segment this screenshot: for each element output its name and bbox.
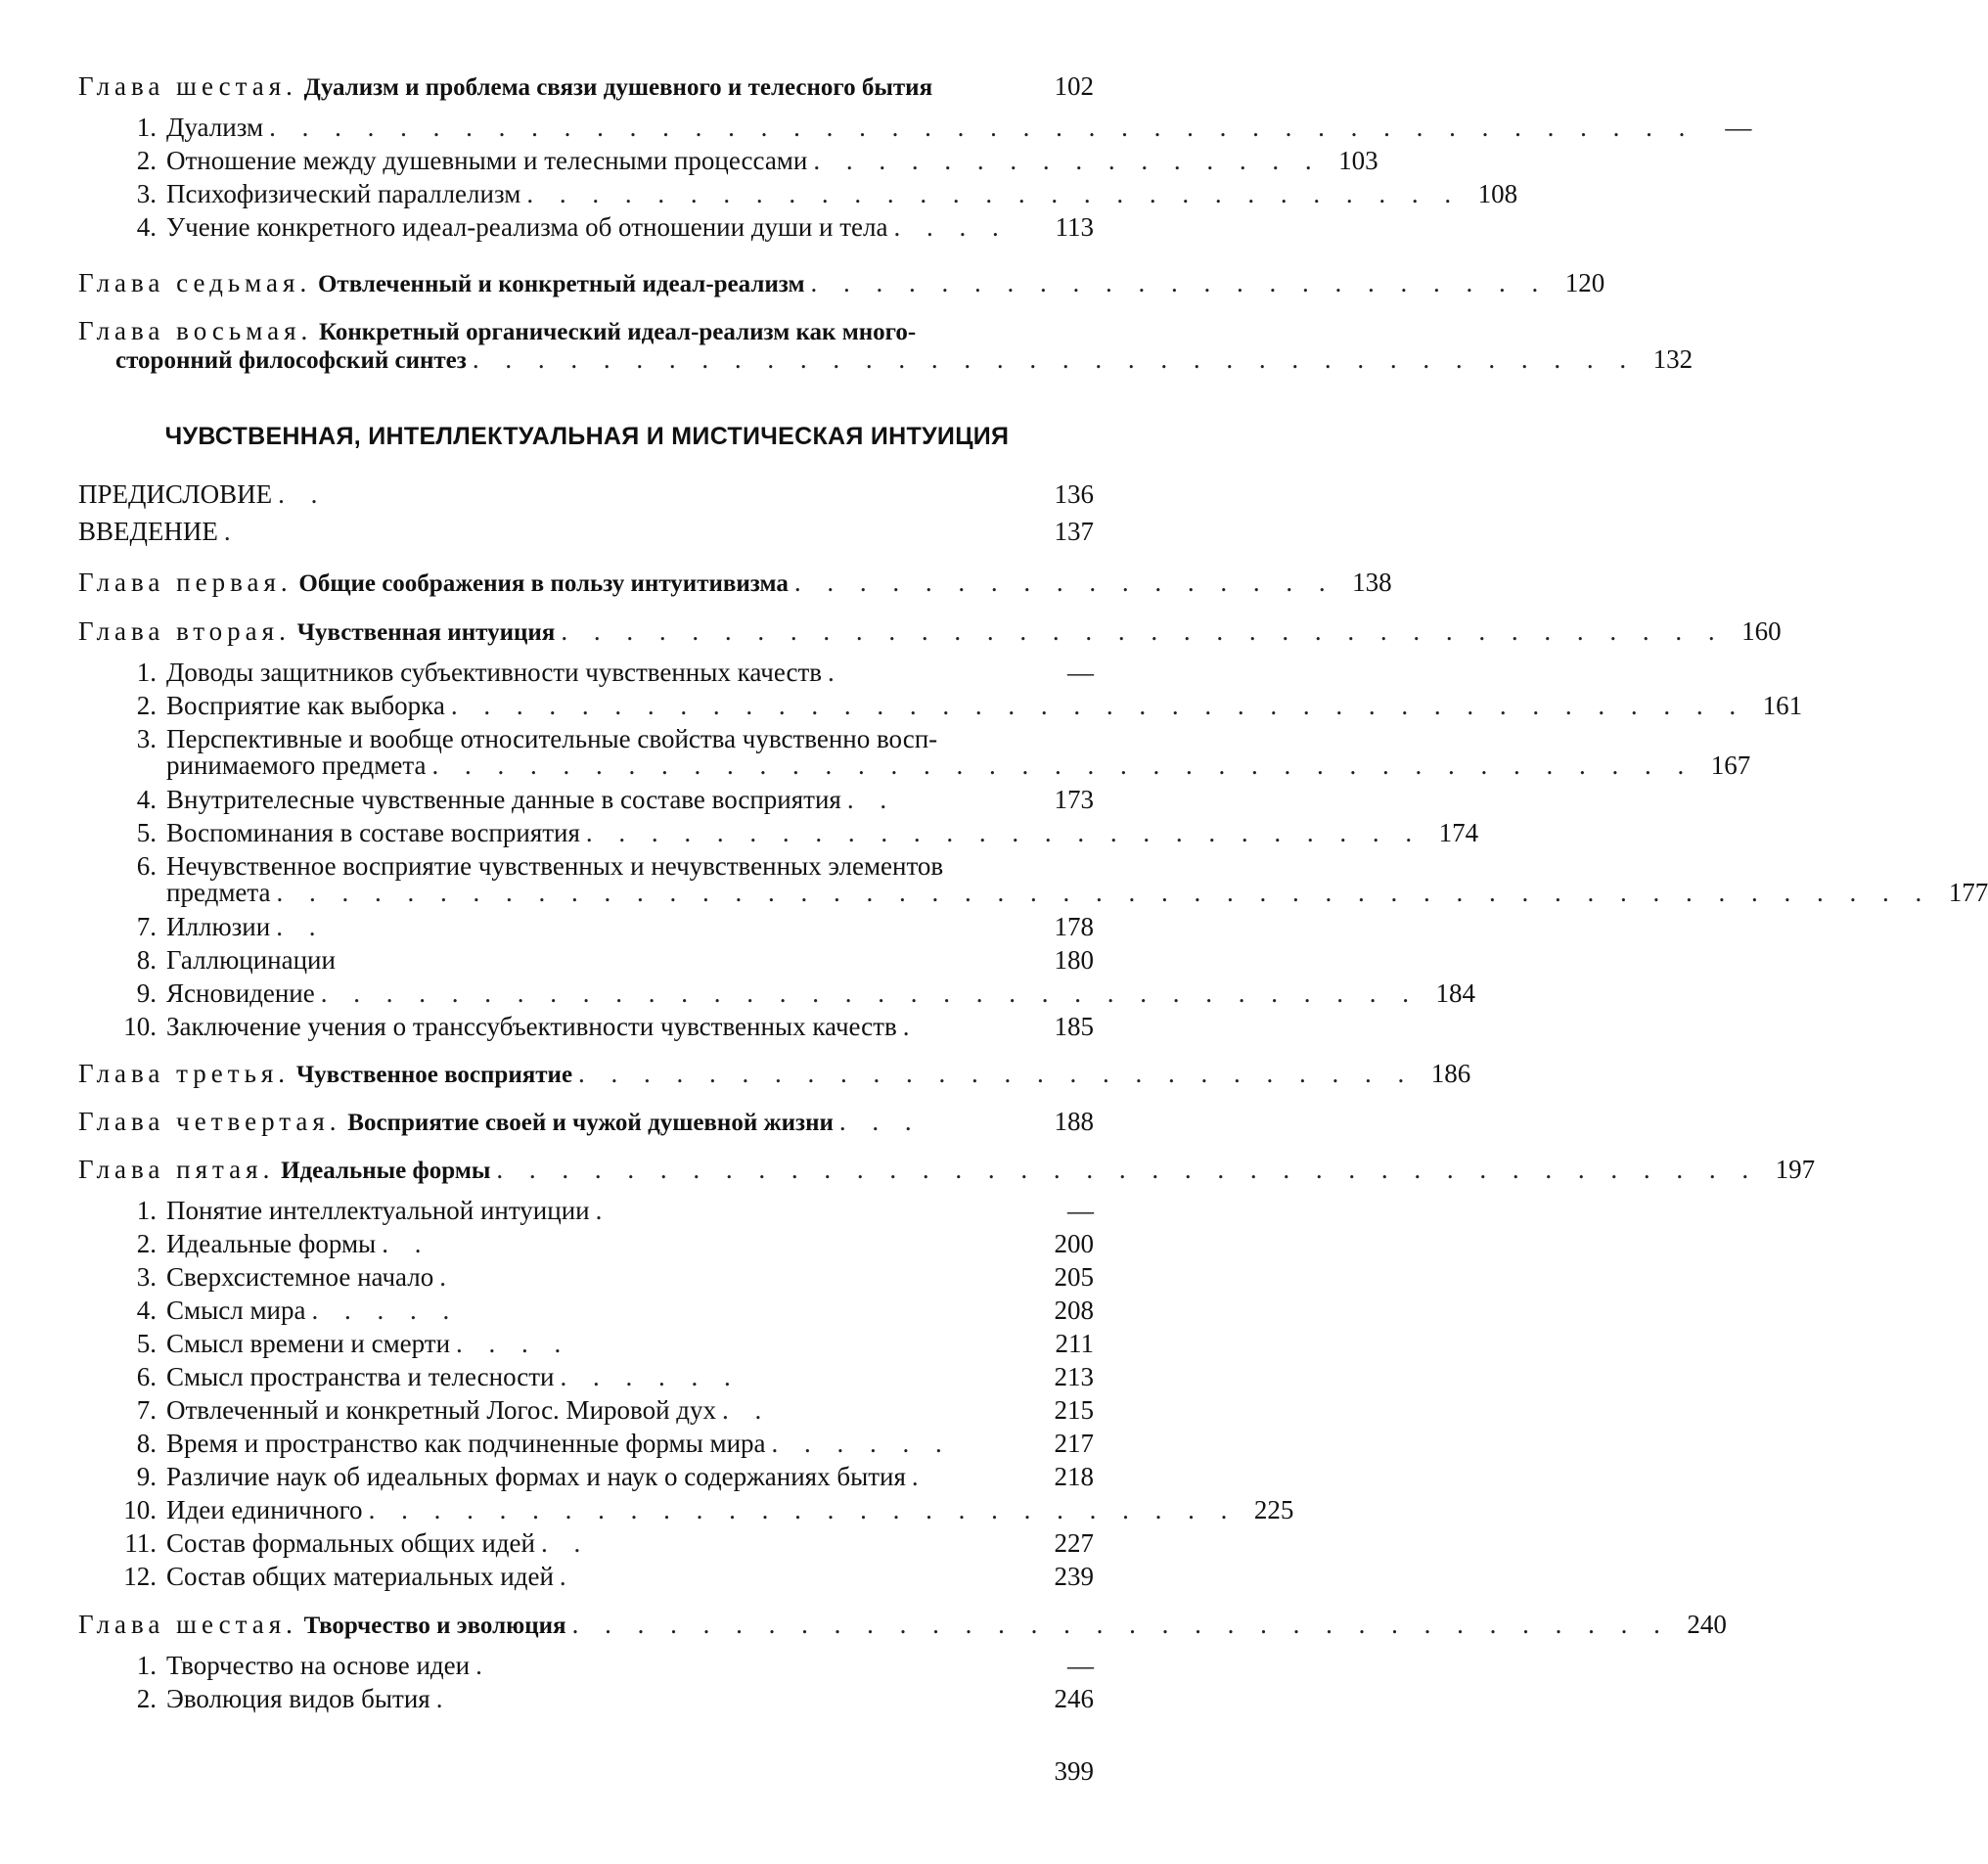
page-number: 102 [1054,71,1094,101]
page-number: 239 [1054,1562,1094,1591]
page-number: 200 [1054,1229,1094,1258]
toc-item: 9. Различие наук об идеальных формах и наук о содержаниях бытия . 218 [136,1462,1094,1491]
toc-p2-chapter-1: Глава первая. Общие соображения в пользу интуитивизма . . . . . . . . . . . . . . . . . 138 [78,568,1392,597]
toc-item: 4. Смысл мира . . . . . 208 [136,1296,1094,1325]
toc-p2-chapter-5: Глава пятая. Идеальные формы . . . . . . . . . . . . . . . . . . . . . . . . . . . . . . . . . . . . . . . 197 [78,1155,1816,1184]
page-number: 160 [1741,616,1782,646]
toc-item: 1. Дуализм . . . . . . . . . . . . . . . . . . . . . . . . . . . . . . . . . . . . . . . . . . . . — [136,113,1752,142]
page-number: 167 [1710,750,1751,780]
page-number: 136 [1054,479,1094,509]
toc-item: 4. Учение конкретного идеал-реализма об отношении души и тела . . . . 113 [136,212,1094,242]
toc-p2-chapter-2: Глава вторая. Чувственная интуиция . . . . . . . . . . . . . . . . . . . . . . . . . . . . . . . . . . . . 160 [78,616,1782,646]
page-number: 225 [1253,1495,1294,1524]
toc-item: 3. Сверхсистемное начало . 205 [136,1262,1094,1292]
page-number: 246 [1054,1684,1094,1713]
chapter-title: Дуализм и проблема связи душевного и телесного бытия [303,74,933,101]
toc-item: 9. Ясновидение . . . . . . . . . . . . . . . . . . . . . . . . . . . . . . . . . . 184 [136,978,1475,1008]
toc-item: 8. Галлюцинации 180 [136,945,1094,975]
toc-chapter-6 [78,71,1094,103]
toc-item: 10. Идеи единичного . . . . . . . . . . . . . . . . . . . . . . . . . . . 225 [123,1495,1294,1524]
toc-item: 7. Иллюзии . . 178 [136,912,1094,941]
page-number: 217 [1054,1429,1094,1458]
toc-item: 2. Отношение между душевными и телесными процессами . . . . . . . . . . . . . . . . 103 [136,146,1378,175]
page-number: 227 [1054,1528,1094,1558]
page-number: 173 [1054,785,1094,814]
page-number: 218 [1054,1462,1094,1491]
toc-item: 1. Доводы защитников субъективности чувственных качеств . — [136,658,1094,687]
toc-item: 11. Состав формальных общих идей . . 227 [124,1528,1094,1558]
page-number: 211 [1055,1329,1094,1358]
toc-item-line1: 6. Нечувственное восприятие чувственных и нечувственных элементов [136,851,944,881]
toc-item-line1: 3. Перспективные и вообще относительные свойства чувственно восп- [136,724,938,753]
toc-p2-chapter-4: Глава четвертая. Восприятие своей и чужой душевной жизни . . . 188 [78,1107,1094,1136]
toc-item: 12. Состав общих материальных идей . 239 [123,1562,1094,1591]
page-number: 120 [1564,268,1605,297]
toc-item: 7. Отвлеченный и конкретный Логос. Мировой дух . . 215 [136,1395,1094,1425]
page-number: 205 [1054,1262,1094,1292]
page-number: — [1067,1651,1094,1680]
toc-item: 1. Понятие интеллектуальной интуиции . — [136,1196,1094,1225]
toc-preface: ПРЕДИСЛОВИЕ . . 136 [78,479,1094,509]
toc-item-line2: предмета . . . . . . . . . . . . . . . . . . . . . . . . . . . . . . . . . . . . . . . . . . . . . . . . . . . 177 [166,878,1988,907]
toc-item: 8. Время и пространство как подчиненные формы мира . . . . . . 217 [136,1429,1094,1458]
toc-introduction: ВВЕДЕНИЕ . 137 [78,517,1094,546]
toc-item: 2. Восприятие как выборка . . . . . . . . . . . . . . . . . . . . . . . . . . . . . . . . . . . . . . . . 161 [136,691,1803,720]
page-number: 180 [1054,945,1094,975]
page-number: 197 [1775,1155,1816,1184]
page-number: 184 [1435,978,1475,1008]
toc-item: 4. Внутрителесные чувственные данные в составе восприятия . . 173 [136,785,1094,814]
toc-p2-chapter-3: Глава третья. Чувственное восприятие . . . . . . . . . . . . . . . . . . . . . . . . . . 186 [78,1059,1471,1088]
toc-item-line2: ринимаемого предмета . . . . . . . . . . . . . . . . . . . . . . . . . . . . . . . . . . . . . . . 167 [166,750,1751,780]
toc-item: 10. Заключение учения о транссубъективности чувственных качеств . 185 [123,1012,1094,1041]
page-number: 240 [1687,1610,1727,1639]
chapter-prefix: Глава шестая. [78,71,297,101]
toc-chapter-8-line1: Глава восьмая. Конкретный органический идеал-реализм как много- [78,316,917,345]
toc-item: 1. Творчество на основе идеи . — [136,1651,1094,1680]
page-number: 185 [1054,1012,1094,1041]
page-number: — [1067,658,1094,687]
toc-item: 6. Смысл пространства и телесности . . . . . . 213 [136,1362,1094,1391]
page-number: 188 [1054,1107,1094,1136]
toc-item: 5. Смысл времени и смерти . . . . 211 [136,1329,1094,1358]
page-number: — [1067,1196,1094,1225]
page-number: 178 [1054,912,1094,941]
toc-item: 3. Психофизический параллелизм . . . . . . . . . . . . . . . . . . . . . . . . . . . . . 108 [136,179,1518,208]
page-number: 177 [1948,878,1988,907]
page-number: 215 [1054,1395,1094,1425]
toc-p2-chapter-6: Глава шестая. Творчество и эволюция . . . . . . . . . . . . . . . . . . . . . . . . . . . . . . . . . . 240 [78,1610,1727,1639]
toc-item: 2. Идеальные формы . . 200 [136,1229,1094,1258]
page-folio: 399 [1054,1756,1094,1786]
page-number: 208 [1054,1296,1094,1325]
page-number: 161 [1762,691,1803,720]
section-heading: ЧУВСТВЕННАЯ, ИНТЕЛЛЕКТУАЛЬНАЯ И МИСТИЧЕСКАЯ ИНТУИЦИЯ [164,423,1010,450]
page-number: 137 [1054,517,1094,546]
page-number: 113 [1055,212,1094,242]
page-number: 186 [1430,1059,1471,1088]
page-number: 174 [1438,818,1479,847]
page-number: 213 [1054,1362,1094,1391]
page-number: 138 [1352,568,1392,597]
toc-chapter-8-line2: сторонний философский синтез . . . . . . . . . . . . . . . . . . . . . . . . . . . . . . . . . . . . 132 [115,344,1694,374]
page-number: 132 [1652,344,1694,374]
page-number: 103 [1338,146,1378,175]
toc-item: 2. Эволюция видов бытия . 246 [136,1684,1094,1713]
page-number: 108 [1477,179,1518,208]
toc-item: 5. Воспоминания в составе восприятия . . . . . . . . . . . . . . . . . . . . . . . . . . 174 [136,818,1479,847]
toc-chapter-7: Глава седьмая. Отвлеченный и конкретный идеал-реализм . . . . . . . . . . . . . . . . . . . . . . . 120 [78,268,1605,297]
page-number: — [1725,113,1752,142]
